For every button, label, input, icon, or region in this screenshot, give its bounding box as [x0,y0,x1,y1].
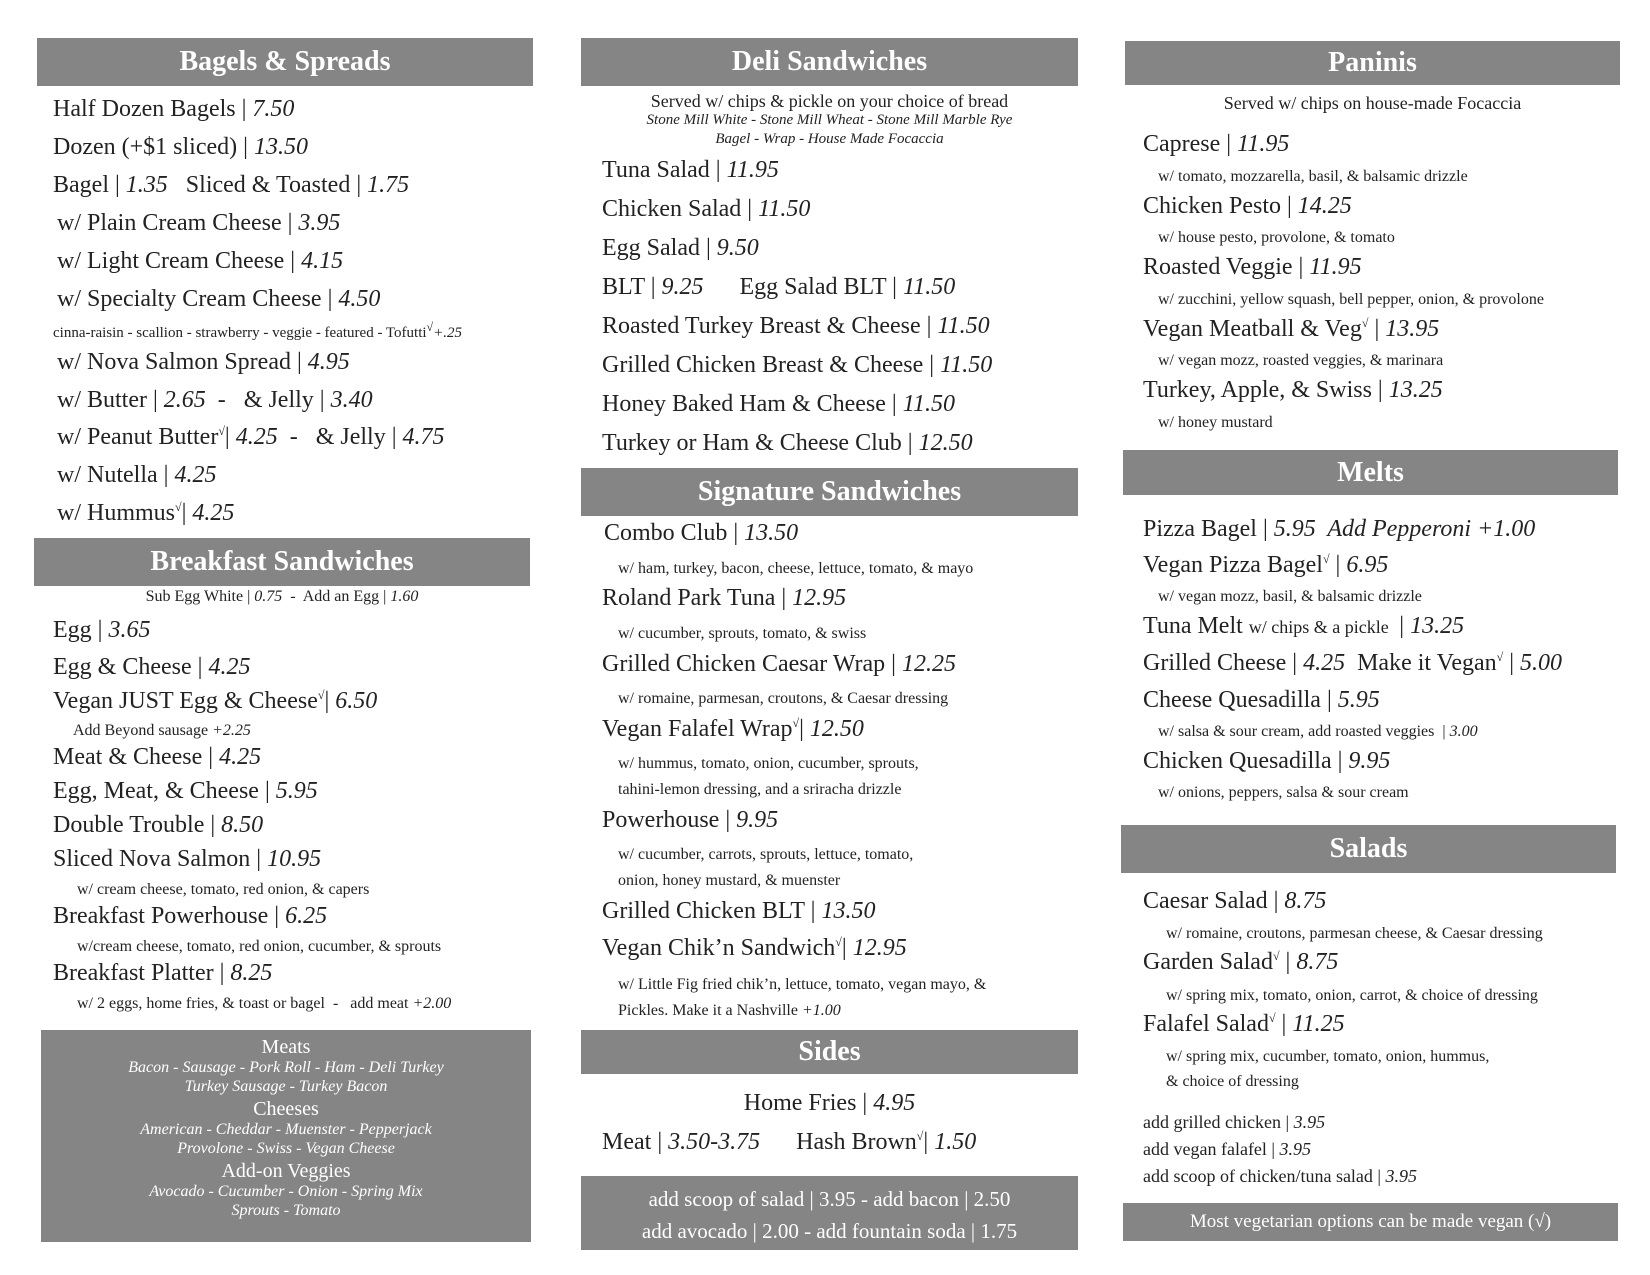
menu-item [1143,949,1338,976]
item-price: 9.95 [736,807,779,833]
item-name: Caesar Salad | [1143,888,1285,914]
salad-add [1143,1166,1417,1187]
item-price: 12.50 [918,430,973,456]
menu-item [53,96,294,123]
item-price: 12.25 [901,651,956,677]
item-name-2: Egg Salad BLT | [703,274,903,300]
item-price: 11.95 [1309,254,1362,280]
item-name: Roasted Veggie | [1143,254,1310,280]
menu-item [53,172,409,199]
item-name: Chicken Quesadilla | [1143,748,1349,774]
item-desc: w/ onions, peppers, salsa & sour cream [1158,784,1409,801]
item-price: 3.95 [1385,1166,1418,1186]
item-price: 11.95 [1237,131,1290,157]
menu-item [602,352,992,379]
item-name: w/ Nova Salmon Spread | [57,349,308,375]
melts-header: Melts [1123,450,1618,495]
vegan-mark: √ [1496,650,1504,664]
item-sep: | [1393,613,1411,639]
item-desc: w/ zucchini, yellow squash, bell pepper, onion, & provolone [1158,291,1544,308]
item-name: Egg | [53,617,109,643]
add-egg-price: 1.60 [390,588,419,605]
item-price: 13.50 [253,134,308,160]
item-desc: w/ ham, turkey, bacon, cheese, lettuce, tomato, & mayo [618,560,974,577]
item-name: Breakfast Platter | [53,960,231,986]
menu-item [57,500,234,527]
item-name: Double Trouble | [53,812,222,838]
item-desc [618,1002,841,1020]
platter-price: +2.00 [412,995,452,1012]
item-name: add scoop of chicken/tuna salad | [1143,1166,1386,1186]
item-sep: | [324,688,336,714]
menu-item [1143,552,1388,579]
item-sep: | [841,935,853,961]
item-price-2: 11.50 [902,274,956,300]
item-name-2: - & Jelly | [277,424,403,450]
item-price: 12.95 [852,935,907,961]
item-name: Egg, Meat, & Cheese | [53,778,276,804]
menu-item [1143,650,1562,677]
item-price: 13.50 [744,520,799,546]
item-price: 5.95 [1273,516,1316,542]
menu-item [53,778,318,805]
item-name: BLT | [602,274,662,300]
sides-header: Sides [581,1030,1078,1074]
menu-item [602,274,955,301]
salads-header: Salads [1121,825,1616,873]
item-desc: tahini-lemon dressing, and a sriracha drizzle [618,781,902,798]
salad-add [1143,1112,1325,1133]
item-price: 4.15 [301,248,344,274]
menu-item [1143,316,1439,343]
cheeses-title: Cheeses [253,1098,319,1120]
item-desc: w/ house pesto, provolone, & tomato [1158,229,1395,246]
item-name: Grilled Chicken BLT | [602,898,822,924]
vegan-mark: √ [175,500,182,514]
item-sep: | [923,1129,935,1155]
item-name: Falafel Salad [1143,1011,1269,1037]
item-name: Egg & Cheese | [53,654,209,680]
vegan-mark: √ [317,688,325,702]
veggies-title: Add-on Veggies [221,1160,351,1182]
item-name: w/ Plain Cream Cheese | [57,210,299,236]
menu-item [1143,131,1289,158]
item-name: Chicken Pesto | [1143,193,1298,219]
item-sep: | [1275,1011,1293,1037]
side-item [581,1090,1078,1117]
item-price: 4.50 [338,286,381,312]
item-small: w/ chips & a pickle [1248,617,1394,637]
item-name: Turkey, Apple, & Swiss | [1143,377,1389,403]
item-price: 5.95 [1337,687,1380,713]
item-extra: Add Pepperoni +1.00 [1315,516,1536,542]
menu-item [602,430,973,457]
cheeses-line: Provolone - Swiss - Vegan Cheese [177,1140,395,1157]
menu-item [1143,377,1443,404]
menu-item [57,349,350,376]
item-desc: w/ romaine, croutons, parmesan cheese, & Caesar dressing [1166,925,1543,942]
menu-item [1143,613,1464,640]
meats-title: Meats [261,1036,311,1058]
menu-item [1143,1011,1345,1038]
deli-bread-list: Stone Mill White - Stone Mill Wheat - Stone Mill Marble Rye [646,112,1013,128]
menu-item [602,651,956,678]
item-name: Vegan Meatball & Veg [1143,316,1362,342]
meats-line: Turkey Sausage - Turkey Bacon [184,1078,388,1095]
item-sep: | [1503,650,1521,676]
item-sep: | [1368,316,1386,342]
deli-header: Deli Sandwiches [581,38,1078,86]
menu-item [53,688,377,715]
menu-item [602,235,759,262]
vegan-mark: √ [426,320,434,334]
item-price: 3.95 [1279,1139,1312,1159]
item-name: Roland Park Tuna | [602,585,793,611]
menu-item [602,391,955,418]
menu-item [602,313,990,340]
specialty-flavors: cinna-raisin - scallion - strawberry - veggie - featured - Tofutti [53,325,427,341]
menu-item [602,807,778,834]
item-price: 4.95 [307,349,350,375]
item-name: Chicken Salad | [602,196,759,222]
item-name: Vegan Falafel Wrap [602,716,793,742]
salad-add [1143,1139,1311,1160]
item-name: Meat | [602,1129,669,1155]
item-price: 13.25 [1388,377,1443,403]
item-name: Roasted Turkey Breast & Cheese | [602,313,938,339]
menu-item [602,935,907,962]
veggies-line: Sprouts - Tomato [231,1202,341,1219]
item-name: w/ Butter | [57,387,164,413]
item-price: 3.95 [1293,1112,1326,1132]
item-price: 4.25 [1303,650,1346,676]
item-price: 3.95 [298,210,341,236]
item-price: 4.25 [208,654,251,680]
item-name: Combo Club | [604,520,745,546]
menu-item [1143,254,1362,281]
sides-addon-line: add avocado | 2.00 - add fountain soda | 1.75 [641,1219,1018,1243]
quesadilla-desc: w/ salsa & sour cream, add roasted veggies | [1158,723,1450,740]
item-desc: w/cream cheese, tomato, red onion, cucumber, & sprouts [77,938,442,955]
item-price: 4.25 [174,462,217,488]
menu-item [53,134,308,161]
item-name: w/ Hummus [57,500,176,526]
item-name: Vegan Chik’n Sandwich [602,935,836,961]
veggies-line: Avocado - Cucumber - Onion - Spring Mix [149,1183,423,1200]
paninis-note: Served w/ chips on house-made Focaccia [1223,93,1522,113]
item-price: 11.25 [1292,1011,1345,1037]
item-name: Grilled Chicken Breast & Cheese | [602,352,941,378]
item-name: Tuna Salad | [602,157,727,183]
item-desc: w/ Little Fig fried chik’n, lettuce, tomato, vegan mayo, & [618,976,987,993]
platter-desc: w/ 2 eggs, home fries, & toast or bagel - add meat [77,995,413,1012]
item-name: Pizza Bagel | [1143,516,1274,542]
vegan-mark: √ [1272,949,1280,963]
item-price: 10.95 [267,846,322,872]
sides-addons-box [581,1176,1078,1250]
item-name: Powerhouse | [602,807,737,833]
item-price: 4.25 [192,500,235,526]
menu-item [57,424,445,451]
item-desc: w/ romaine, parmesan, croutons, & Caesar dressing [618,690,949,707]
menu-item [57,210,340,237]
item-price: 8.50 [221,812,264,838]
item-price: 11.50 [940,352,993,378]
breakfast-header: Breakfast Sandwiches [34,538,530,586]
item-name: Vegan JUST Egg & Cheese [53,688,318,714]
item-desc [77,995,451,1013]
beyond-price: +2.25 [212,722,251,739]
item-name: w/ Light Cream Cheese | [57,248,302,274]
deli-note: Served w/ chips & pickle on your choice of bread [650,91,1009,111]
item-name: Meat & Cheese | [53,744,220,770]
addons-box [41,1030,531,1242]
item-sep: | [181,500,193,526]
item-name: Egg Salad | [602,235,717,261]
vegan-mark: √ [792,716,800,730]
item-name: Vegan Pizza Bagel [1143,552,1323,578]
vegan-mark: √ [1322,552,1330,566]
item-price: 13.25 [1410,613,1465,639]
item-desc: w/ cucumber, sprouts, tomato, & swiss [618,625,867,642]
menu-item [53,744,261,771]
item-price-2: 4.75 [402,424,445,450]
item-name: Grilled Chicken Caesar Wrap | [602,651,902,677]
item-price: 2.65 [163,387,206,413]
item-name: Turkey or Ham & Cheese Club | [602,430,919,456]
quesadilla-add-price: 3.00 [1449,723,1478,740]
breakfast-sub-note [34,588,530,606]
item-price-2: 5.00 [1520,650,1563,676]
item-price: 3.50-3.75 [668,1129,761,1155]
menu-item [1143,193,1352,220]
menu-item [1143,687,1380,714]
item-desc: w/ vegan mozz, roasted veggies, & marinara [1158,352,1444,369]
item-name: Half Dozen Bagels | [53,96,253,122]
item-price: 12.95 [792,585,847,611]
item-price: 13.50 [821,898,876,924]
item-desc: w/ hummus, tomato, onion, cucumber, sprouts, [618,755,919,772]
vegan-mark: √ [1361,316,1369,330]
menu-item [57,248,343,275]
add-egg: - Add an Egg | [282,588,391,605]
item-name: Garden Salad [1143,949,1273,975]
menu-item [1143,748,1390,775]
item-price-2: 3.40 [330,387,373,413]
item-desc: w/ vegan mozz, basil, & balsamic drizzle [1158,588,1422,605]
item-desc: & choice of dressing [1166,1073,1299,1090]
deli-bread-list: Bagel - Wrap - House Made Focaccia [715,131,944,147]
paninis-header: Paninis [1125,41,1620,85]
item-name: Breakfast Powerhouse | [53,903,286,929]
item-price: 6.95 [1346,552,1389,578]
item-desc: w/ spring mix, tomato, onion, carrot, & choice of dressing [1166,987,1538,1004]
menu-item [604,520,798,547]
item-price: 5.95 [275,778,318,804]
item-desc [1158,723,1478,741]
item-price: 4.25 [219,744,262,770]
item-name-2: Hash Brown [760,1129,917,1155]
item-sep: | [224,424,236,450]
item-desc: w/ cream cheese, tomato, red onion, & capers [77,881,370,898]
item-price: 9.95 [1348,748,1391,774]
meats-line: Bacon - Sausage - Pork Roll - Ham - Deli Turkey [128,1059,444,1076]
item-price: 13.95 [1385,316,1440,342]
item-price: 8.75 [1296,949,1339,975]
item-name: Cheese Quesadilla | [1143,687,1338,713]
item-price-2: 1.75 [367,172,410,198]
signature-header: Signature Sandwiches [581,468,1078,516]
vegan-mark: √ [835,935,842,949]
specialty-note [53,320,462,342]
item-price: 11.50 [902,391,955,417]
item-price: 11.50 [937,313,990,339]
item-name: add vegan falafel | [1143,1139,1280,1159]
sides-addon-line: add scoop of salad | 3.95 - add bacon | 2.50 [648,1187,1011,1211]
item-price: 1.35 [125,172,168,198]
item-name: w/ Specialty Cream Cheese | [57,286,339,312]
item-name: Tuna Melt [1143,613,1249,639]
item-desc: w/ honey mustard [1158,414,1273,431]
item-name: w/ Peanut Butter [57,424,219,450]
menu-item [602,898,875,925]
menu-item [57,387,373,414]
item-desc: w/ tomato, mozzarella, basil, & balsamic drizzle [1158,168,1468,185]
menu-item [602,585,846,612]
specialty-price: +.25 [433,325,462,341]
item-sep: | [799,716,810,742]
item-price: 6.25 [285,903,328,929]
item-price-2: 1.50 [934,1129,977,1155]
item-price: 4.25 [235,424,278,450]
side-item [602,1129,976,1156]
beyond-text: Add Beyond sausage [73,722,213,739]
vegan-mark: √ [916,1129,924,1143]
item-price: 11.50 [758,196,811,222]
menu-item [602,196,810,223]
menu-item [53,960,272,987]
item-price: 8.75 [1284,888,1327,914]
menu-item [53,654,250,681]
sub-price: 0.75 [254,588,283,605]
item-name-2: Make it Vegan [1345,650,1497,676]
menu-item [53,617,150,644]
item-desc: w/ spring mix, cucumber, tomato, onion, hummus, [1166,1048,1490,1065]
item-name: Dozen (+$1 sliced) | [53,134,254,160]
item-sep: | [1279,949,1297,975]
sub-egg-white: Sub Egg White | [145,588,255,605]
item-name: Sliced Nova Salmon | [53,846,268,872]
item-price: 4.95 [873,1090,916,1116]
item-price: 9.50 [716,235,759,261]
menu-item [602,157,779,184]
item-name: Honey Baked Ham & Cheese | [602,391,903,417]
menu-item [57,462,216,489]
item-price: 7.50 [252,96,295,122]
item-price: 12.50 [809,716,864,742]
nashville-text: Pickles. Make it a Nashville [618,1002,802,1019]
item-sep: | [1329,552,1347,578]
nashville-price: +1.00 [801,1002,841,1019]
menu-item [602,716,864,743]
item-desc: onion, honey mustard, & muenster [618,872,841,889]
item-desc: w/ cucumber, carrots, sprouts, lettuce, tomato, [618,846,914,863]
item-price: 9.25 [661,274,704,300]
bagels-header: Bagels & Spreads [37,38,533,86]
menu-item [1143,516,1535,543]
item-name: Grilled Cheese | [1143,650,1304,676]
menu-item [1143,888,1326,915]
item-name: add grilled chicken | [1143,1112,1294,1132]
item-name-2: Sliced & Toasted | [167,172,368,198]
item-price: 11.95 [726,157,779,183]
vegan-footer-note: Most vegetarian options can be made vegan (√) [1123,1203,1618,1241]
item-name: Home Fries | [743,1090,874,1116]
item-price: 8.25 [230,960,273,986]
menu-item [53,903,327,930]
menu-item [57,286,380,313]
item-price: 6.50 [335,688,378,714]
item-name-2: - & Jelly | [205,387,331,413]
item-price: 3.65 [108,617,151,643]
vegan-mark: √ [1268,1011,1276,1025]
beyond-note [73,722,251,740]
item-price: 14.25 [1297,193,1352,219]
cheeses-line: American - Cheddar - Muenster - Pepperjack [140,1121,432,1138]
menu-item [53,846,321,873]
item-name: Bagel | [53,172,126,198]
item-name: w/ Nutella | [57,462,175,488]
item-name: Caprese | [1143,131,1238,157]
menu-item [53,812,263,839]
vegan-mark: √ [218,424,225,438]
